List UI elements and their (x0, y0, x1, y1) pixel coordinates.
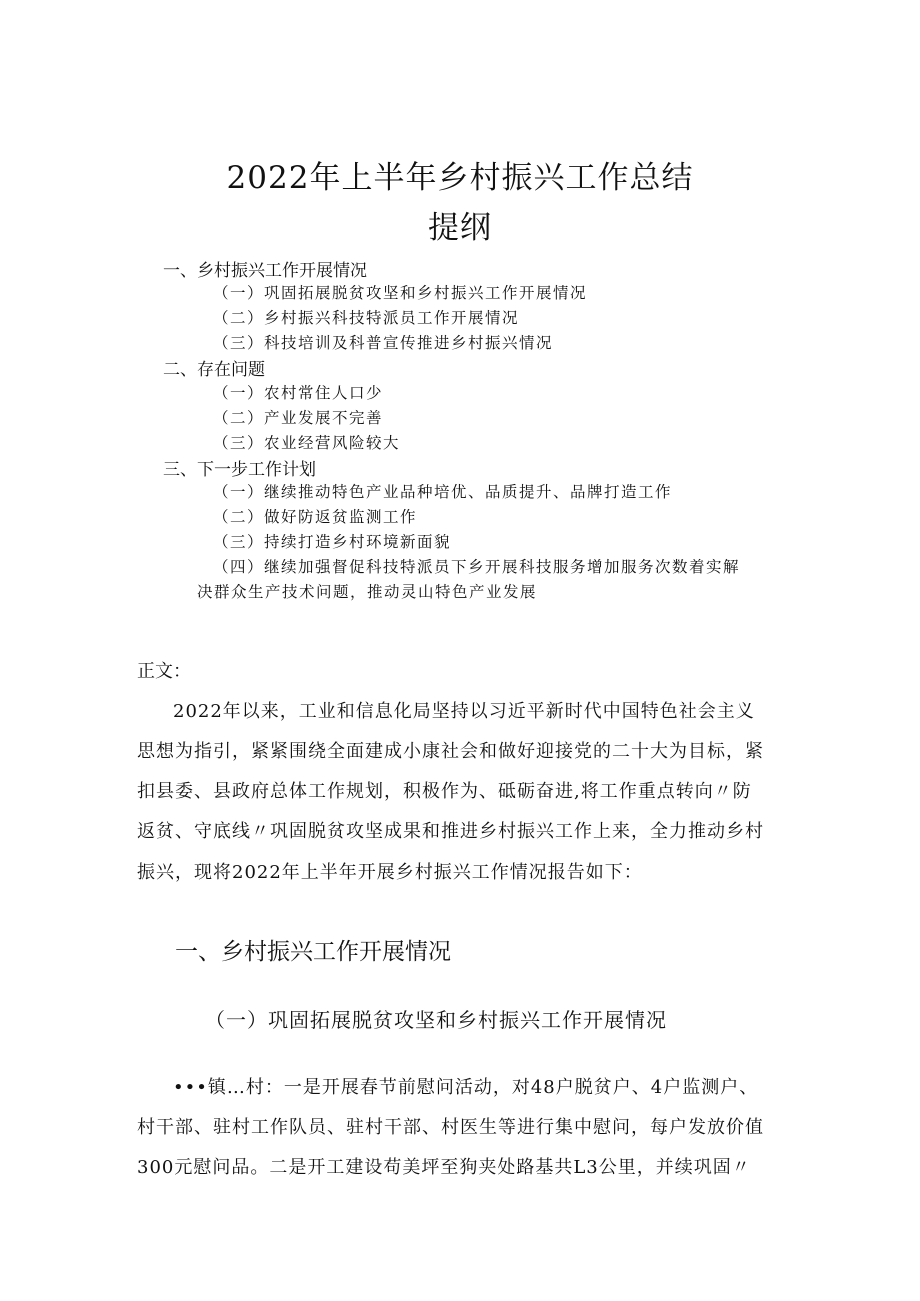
outline-section-3-heading: 三、下一步工作计划 (163, 460, 316, 480)
outline-item: （三）持续打造乡村环境新面貌 (213, 533, 452, 551)
intro-paragraph-line: 2022年以来，工业和信息化局坚持以习近平新时代中国特色社会主义 (173, 701, 755, 722)
outline-item: （二）乡村振兴科技特派员工作开展情况 (213, 309, 520, 327)
body-label: 正文： (137, 661, 191, 682)
outline-item: （一）继续推动特色产业品种培优、品质提升、品牌打造工作 (213, 483, 673, 501)
outline-item-continuation: 决群众生产技术问题，推动灵山特色产业发展 (197, 583, 538, 601)
outline-item: （三）农业经营风险较大 (213, 434, 401, 452)
document-title: 2022年上半年乡村振兴工作总结 (226, 160, 694, 196)
detail-paragraph-line: 村干部、驻村工作队员、驻村干部、村医生等进行集中慰问，每户发放价值 (137, 1117, 764, 1138)
outline-item: （一）农村常住人口少 (213, 384, 384, 402)
outline-section-2-heading: 二、存在问题 (163, 360, 265, 380)
intro-paragraph-line: 扣县委、县政府总体工作规划，积极作为、砥砺奋进,将工作重点转向〃防 (137, 781, 752, 802)
outline-item: （二）产业发展不完善 (213, 409, 384, 427)
document-subtitle: 提纲 (428, 210, 492, 246)
outline-section-1-heading: 一、乡村振兴工作开展情况 (163, 261, 367, 281)
detail-paragraph-line: •••镇…村：一是开展春节前慰问活动，对48户脱贫户、4户监测户、 (173, 1077, 759, 1098)
subsection-heading: （一）巩固拓展脱贫攻坚和乡村振兴工作开展情况 (205, 1008, 667, 1032)
intro-paragraph-line: 思想为指引，紧紧围绕全面建成小康社会和做好迎接党的二十大为目标，紧 (137, 741, 764, 762)
outline-item: （一）巩固拓展脱贫攻坚和乡村振兴工作开展情况 (213, 284, 588, 302)
section-heading: 一、乡村振兴工作开展情况 (175, 939, 451, 965)
outline-item: （四）继续加强督促科技特派员下乡开展科技服务增加服务次数着实解 (213, 558, 741, 576)
detail-paragraph-line: 300元慰问品。二是开工建设苟美坪至狗夹处路基共L3公里，并续巩固〃 (137, 1157, 751, 1178)
outline-item: （二）做好防返贫监测工作 (213, 508, 418, 526)
outline-item: （三）科技培训及科普宣传推进乡村振兴情况 (213, 334, 554, 352)
intro-paragraph-line: 振兴，现将2022年上半年开展乡村振兴工作情况报告如下： (137, 862, 643, 883)
intro-paragraph-line: 返贫、守底线〃巩固脱贫攻坚成果和推进乡村振兴工作上来，全力推动乡村 (137, 821, 764, 842)
